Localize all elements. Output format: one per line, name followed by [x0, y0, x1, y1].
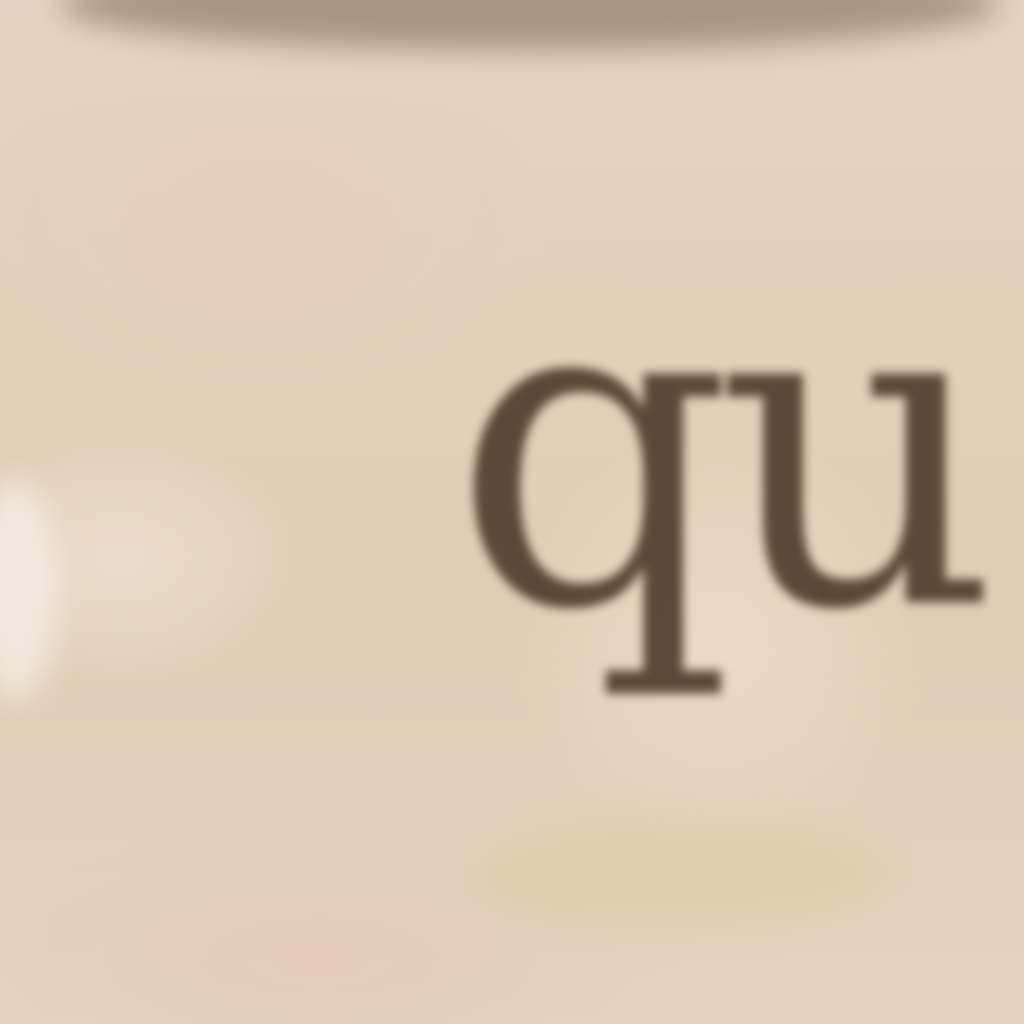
faded-mark-left — [0, 480, 60, 700]
handwritten-text: qu — [452, 194, 982, 706]
ink-remnant-top — [60, 0, 1000, 50]
